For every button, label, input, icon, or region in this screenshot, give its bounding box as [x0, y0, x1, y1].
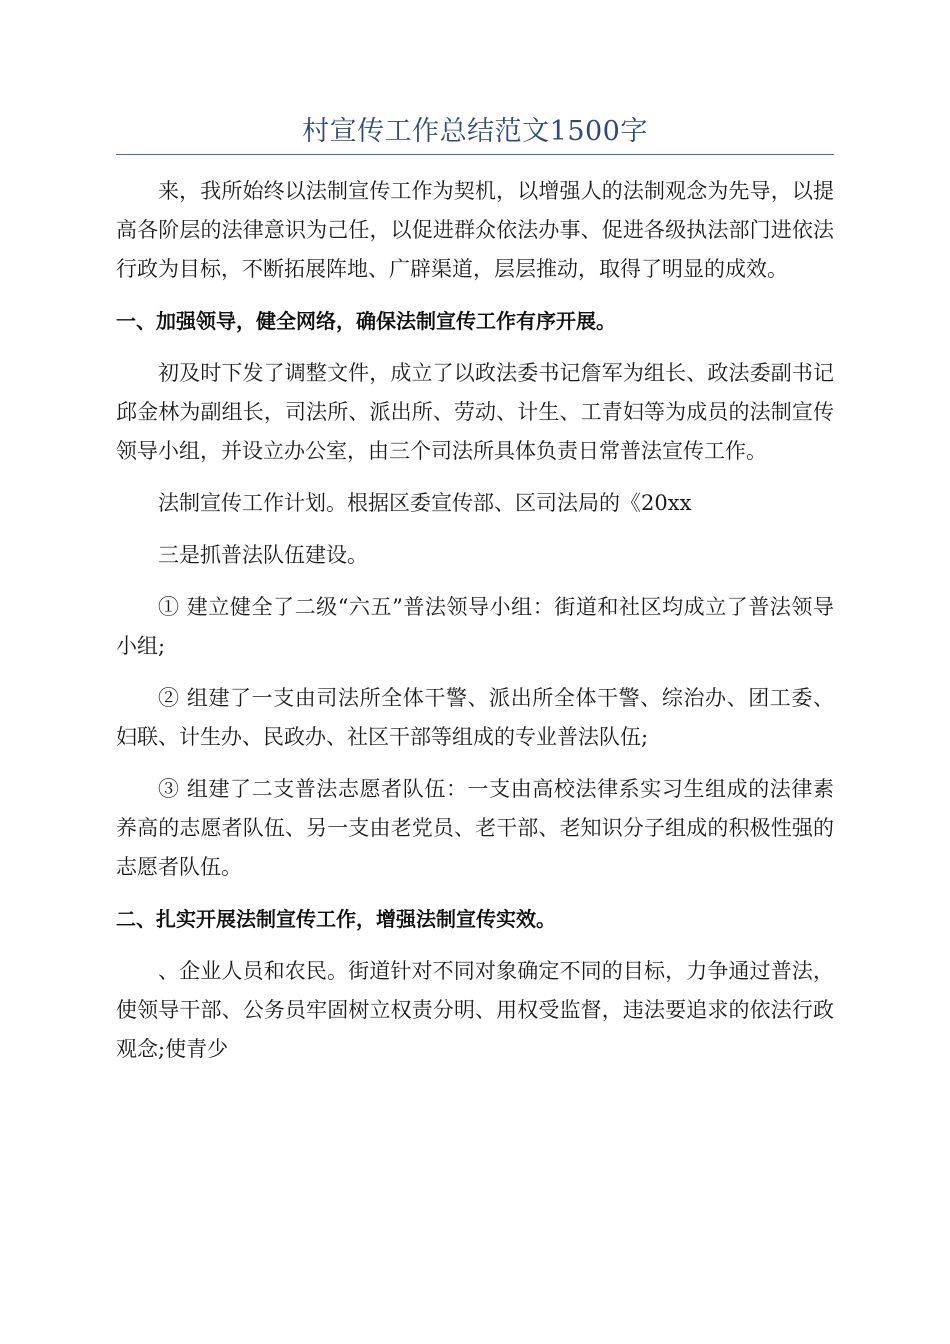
- paragraph-intro: 来，我所始终以法制宣传工作为契机，以增强人的法制观念为先导，以提高各阶层的法律意识为己任，以促进群众依法办事、促进各级执法部门进依法行政为目标，不断拓展阵地、广辟渠道，层层推动，取得了明显的成效。: [116, 179, 834, 281]
- document-title: 村宣传工作总结范文1500字: [302, 116, 648, 147]
- list-item-3: ③ 组建了二支普法志愿者队伍：一支由高校法律系实习生组成的法律素养高的志愿者队伍、另一支由老党员、老干部、老知识分子组成的积极性强的志愿者队伍。: [116, 777, 834, 879]
- paragraph-team-building: 三是抓普法队伍建设。: [158, 543, 368, 567]
- paragraph-targets: 、企业人员和农民。街道针对不同对象确定不同的目标，力争通过普法，使领导干部、公务员牢固树立权责分明、用权受监督，违法要追求的依法行政观念;使青少: [116, 959, 834, 1061]
- title-underline: [116, 154, 834, 155]
- document-body: [116, 172, 834, 1082]
- paragraph-plan: 法制宣传工作计划。根据区委宣传部、区司法局的《20xx: [158, 491, 692, 515]
- list-item-1: ① 建立健全了二级“六五”普法领导小组：街道和社区均成立了普法领导小组;: [116, 595, 834, 658]
- list-item-2: ② 组建了一支由司法所全体干警、派出所全体干警、综治办、团工委、妇联、计生办、民政办、社区干部等组成的专业普法队伍;: [116, 686, 834, 749]
- section-heading-1: 一、加强领导，健全网络，确保法制宣传工作有序开展。: [116, 309, 616, 333]
- paragraph-leadership: 初及时下发了调整文件，成立了以政法委书记詹军为组长、政法委副书记邱金林为副组长，司法所、派出所、劳动、计生、工青妇等为成员的法制宣传领导小组，并设立办公室，由三个司法所具体负责日常普法宣传工作。: [116, 361, 834, 463]
- section-heading-2: 二、扎实开展法制宣传工作，增强法制宣传实效。: [116, 907, 556, 931]
